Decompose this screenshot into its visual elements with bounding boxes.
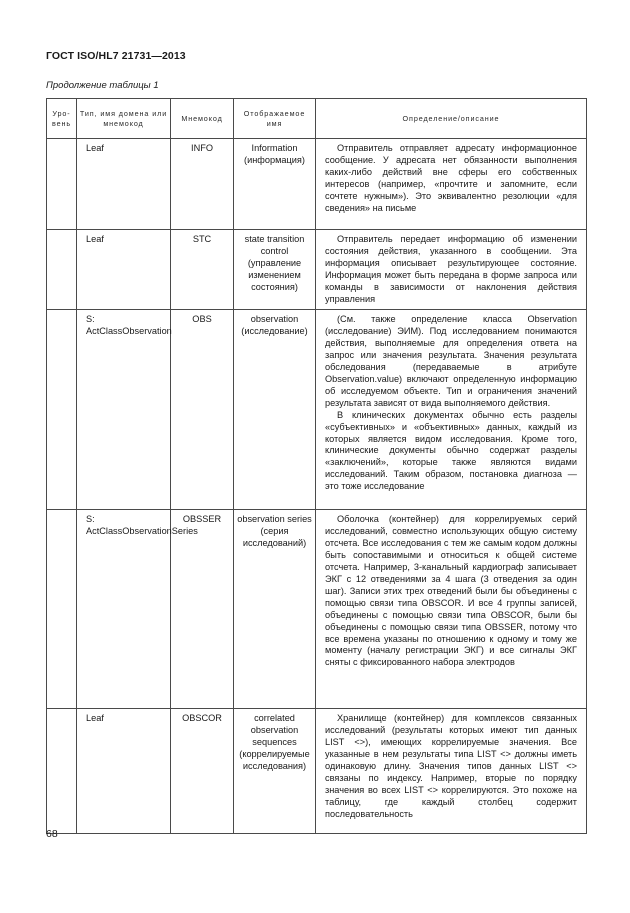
definition-paragraph: В клинических документах обычно есть разделы «субъективных» и «объективных» данных, каждый из которых является видом исследования. Кроме того, клинические документы обычно содержат разделы «заключений», которые также являются видами исследований. Таким образом, постановка диагноза — это тоже исследование [325,409,577,492]
cell-level [47,310,77,510]
definition-paragraph: (См. также определение класса Observation (исследование) ЭИМ). Под исследованием понимаются действия, выполняемые для определения ответа на запрос или значения результата. Значения результата обследования (передаваемые в атрибуте Observation.value) включают определенную информацию об исследуемом объекте. Тип и ограничения значений результата зависят от вида выполняемого действия. [325,314,577,408]
cell-type: Leaf [77,139,171,230]
table-row [47,310,587,510]
cell-level [47,139,77,230]
cell-type: Leaf [77,709,171,834]
definition-paragraph: Отправитель отправляет адресату информационное сообщение. У адресата нет обязанности выполнения каких-либо действий вне сферы его собственных интересов (например, «прочтите и запомните, если сочтете нужным»). Это эквивалентно резолюции «для сведения» на письме [325,143,577,213]
cell-definition [316,230,587,310]
cell-mnemonic: OBSCOR [171,709,234,834]
table-row [47,709,587,834]
cell-mnemonic: INFO [171,139,234,230]
page-number: 68 [46,828,58,840]
table-header-row [47,99,587,139]
cell-mnemonic: OBSSER [171,510,234,709]
cell-mnemonic: OBS [171,310,234,510]
header-display-name: Отображаемое имя [234,99,316,139]
cell-definition [316,310,587,510]
table-row [47,139,587,230]
standard-title: ГОСТ ISO/HL7 21731—2013 [46,50,186,62]
cell-type: Leaf [77,230,171,310]
definition-paragraph: Хранилище (контейнер) для комплексов связанных исследований (результаты которых имеют тип данных LIST <>), имеющих коррелируемые значения. Все указанные в нем результаты типа LIST <> должны иметь одинаковую длину. Значения типов данных LIST <> связаны по индексу. Например, вторые по порядку значения во всех LIST <> коррелируются. Это похоже на таблицу, где каждый столбец содержит последовательность [325,713,577,819]
cell-type: S: ActClassObservationSeries [77,510,171,709]
cell-definition [316,510,587,709]
cell-display-name: Information (информация) [234,139,316,230]
cell-level [47,510,77,709]
cell-definition [316,709,587,834]
table-caption: Продолжение таблицы 1 [46,80,159,91]
header-mnemonic: Мнемокод [171,99,234,139]
header-type: Тип, имя домена или мнемокод [77,99,171,139]
cell-display-name: state transition control (управление изменением состояния) [234,230,316,310]
table-row [47,510,587,709]
definition-paragraph: Оболочка (контейнер) для коррелируемых серий исследований, совместно использующих общую систему отсчета. Все исследования с тем же самым кодом должны быть сопоставимыми и относиться к общей системе отсчета. Например, 3-канальный кардиограф записывает ЭКГ с 12 отведениями за 4 шага (3 отведения за один шаг). Записи этих трех отведений были бы объединены с помощью связи типа OBSCOR. И все 4 группы записей, объединены с помощью связи типа OBSCOR, были бы объединены с помощью связи типа OBSSER, потому что все времена указаны по отношению к одному и тому же моменту (началу регистрации ЭКГ) и все сигналы ЭКГ сняты с фиксированного набора электродов [325,514,577,668]
cell-display-name: observation (исследование) [234,310,316,510]
cell-display-name: correlated observation sequences (коррелируемые исследования) [234,709,316,834]
cell-level [47,230,77,310]
cell-level [47,709,77,834]
header-definition: Определение/описание [316,99,587,139]
definitions-table [46,98,587,834]
table-row [47,230,587,310]
header-level: Уро-вень [47,99,77,139]
cell-type: S: ActClassObservation [77,310,171,510]
cell-mnemonic: STC [171,230,234,310]
cell-definition [316,139,587,230]
cell-display-name: observation series (серия исследований) [234,510,316,709]
definition-paragraph: Отправитель передает информацию об изменении состояния действия, указанного в сообщении. Эта информация описывает результирующее состояние. Информация может быть передана в форме запроса или команды в зависимости от наклонения действия управления [325,234,577,304]
